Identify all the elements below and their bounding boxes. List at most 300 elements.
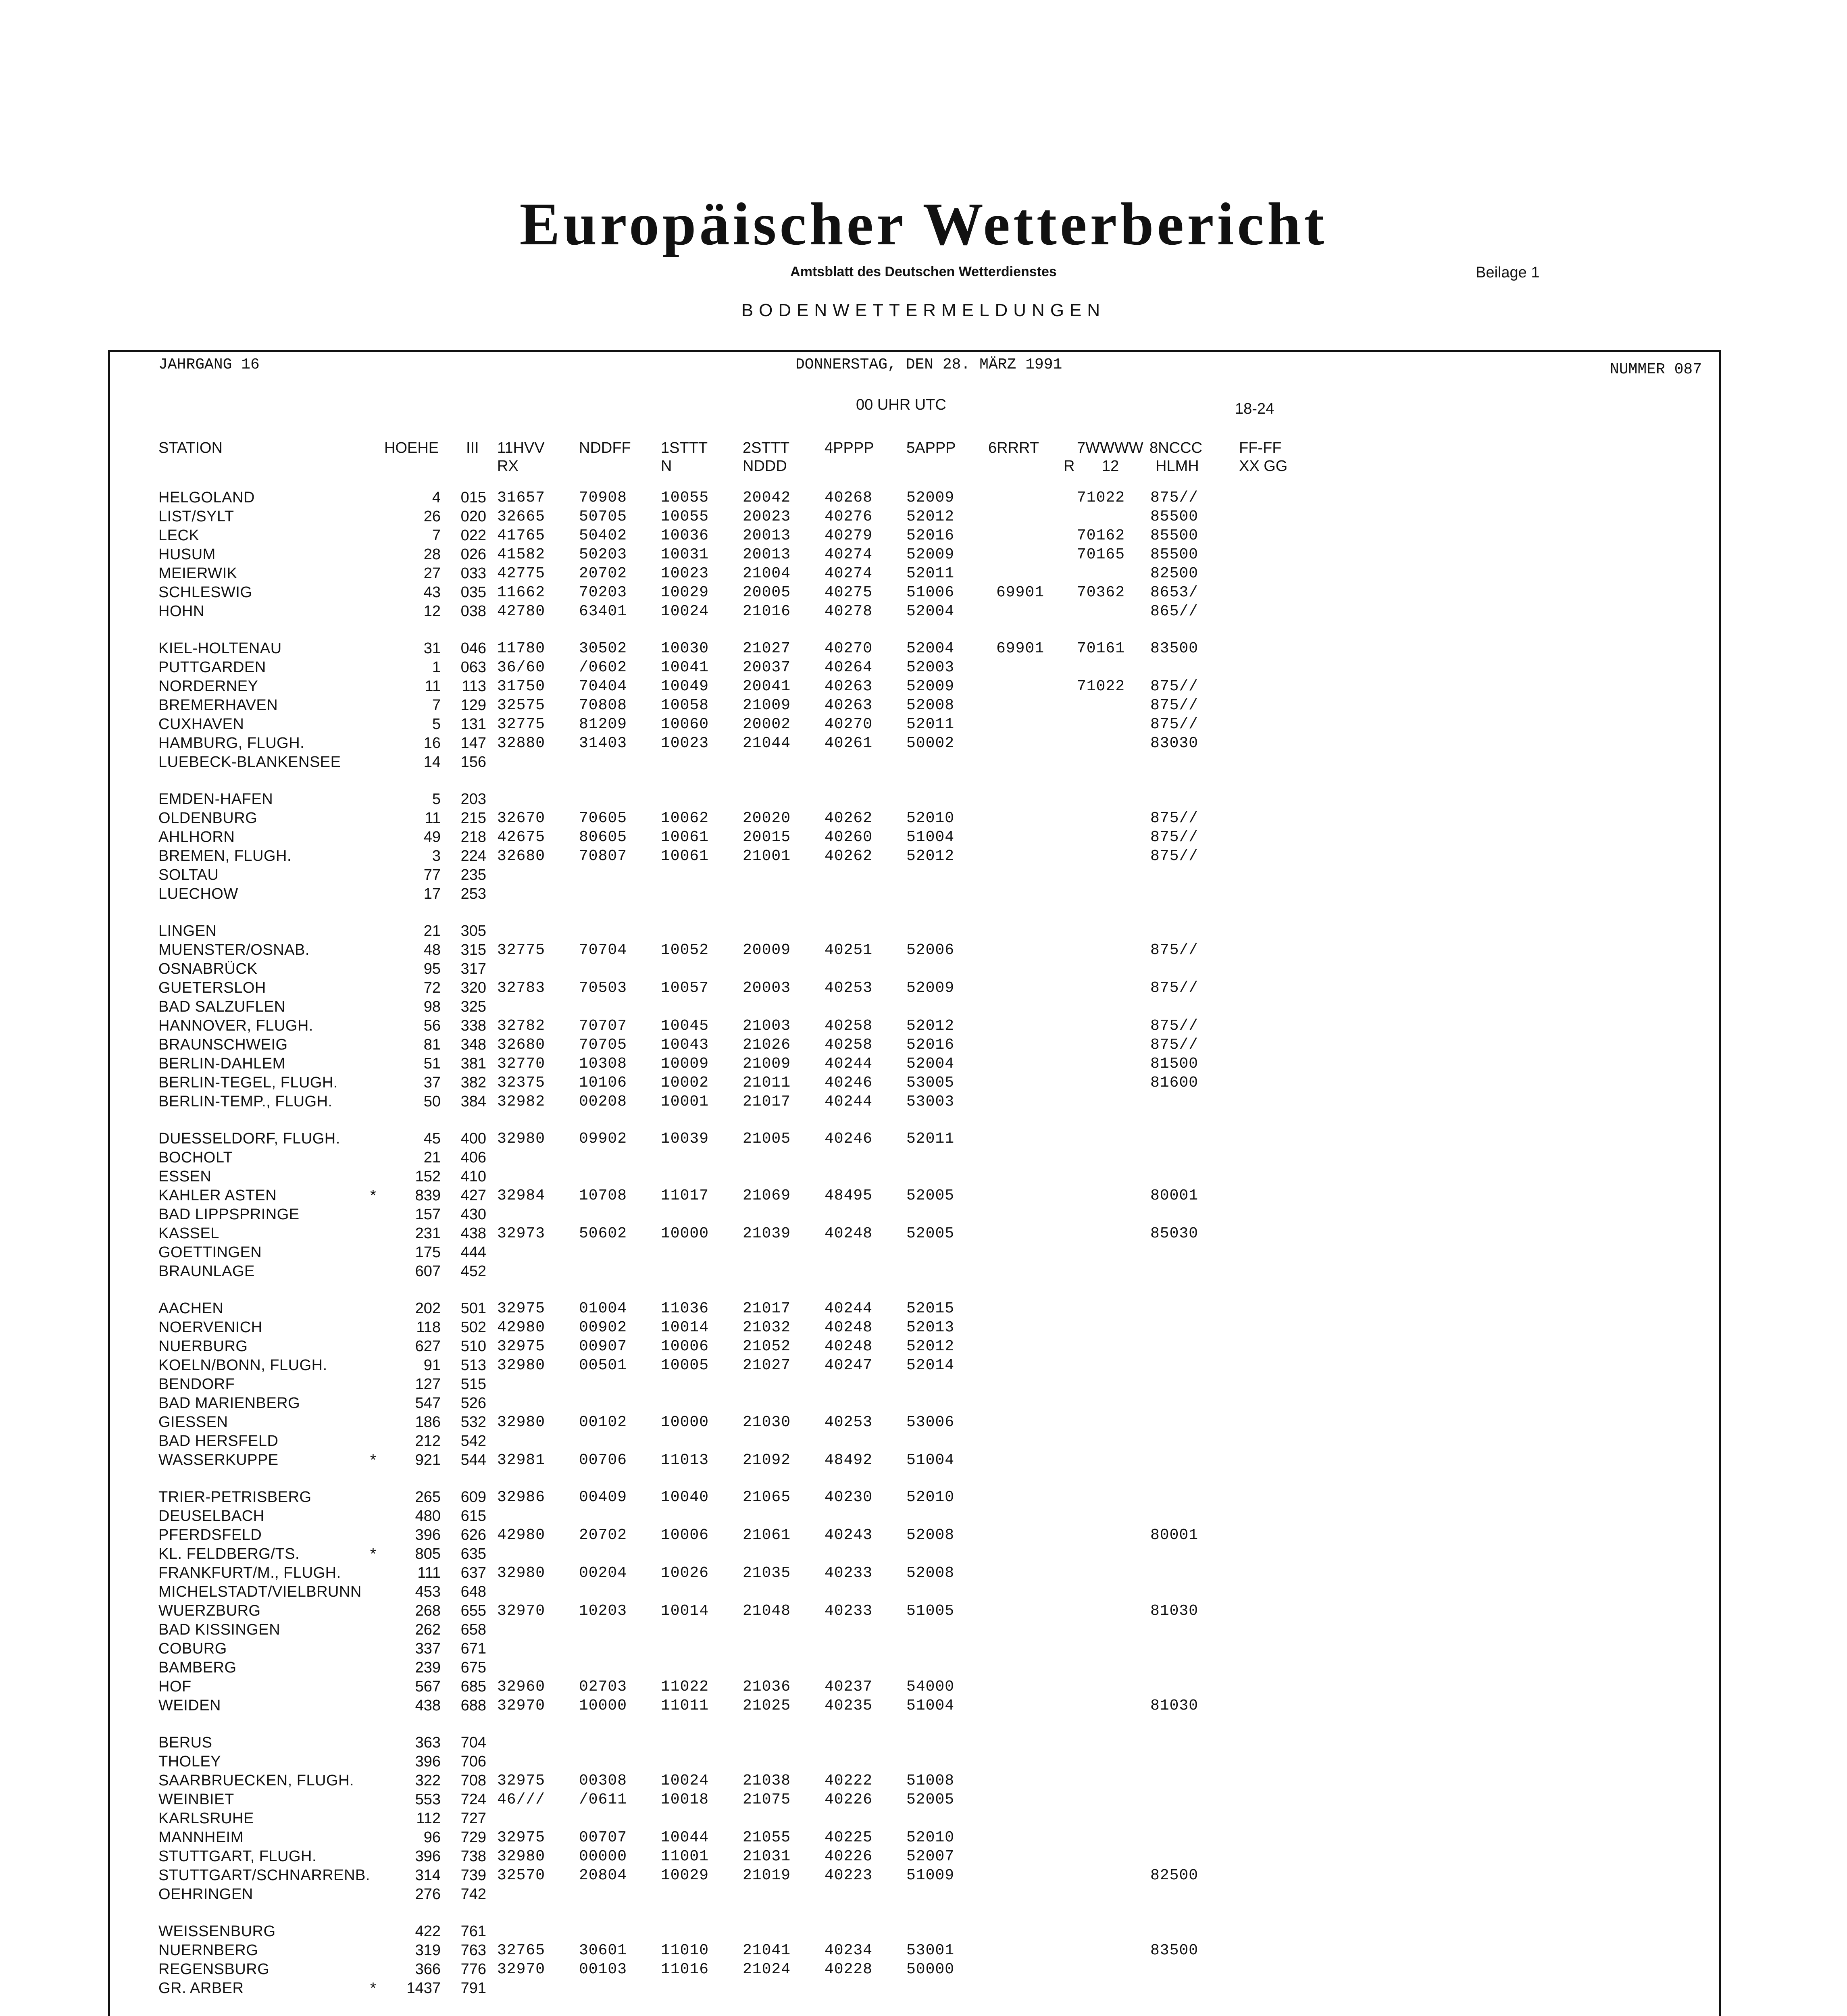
group-5appp: 52008 xyxy=(906,1527,955,1544)
station-row xyxy=(110,1621,1723,1640)
station-name: LIST/SYLT xyxy=(158,508,234,525)
mountain-marker: * xyxy=(370,1452,376,1468)
group-2sttt: 21030 xyxy=(743,1414,791,1431)
station-name: BERUS xyxy=(158,1734,212,1751)
station-name: KAHLER ASTEN xyxy=(158,1187,277,1204)
group-2sttt: 21032 xyxy=(743,1319,791,1336)
group-nddff: 10708 xyxy=(579,1187,627,1204)
station-id: 305 xyxy=(460,923,486,939)
group-11hvv: 32970 xyxy=(497,1961,546,1978)
group-1sttt: 10023 xyxy=(661,565,709,582)
group-nddff: 00707 xyxy=(579,1829,627,1846)
group-1sttt: 10040 xyxy=(661,1489,709,1506)
station-id: 704 xyxy=(460,1734,486,1751)
group-nddff: 00409 xyxy=(579,1489,627,1506)
mountain-marker: * xyxy=(370,1187,376,1204)
group-5appp: 50000 xyxy=(906,1961,955,1978)
group-2sttt: 21027 xyxy=(743,640,791,657)
station-row xyxy=(110,1545,1723,1564)
group-8nccc: 85030 xyxy=(1150,1225,1199,1242)
report-table-frame xyxy=(108,350,1721,2016)
group-1sttt: 10061 xyxy=(661,848,709,865)
station-height: 157 xyxy=(415,1206,441,1223)
station-row xyxy=(110,1923,1723,1942)
group-4pppp: 40222 xyxy=(825,1772,873,1789)
station-row xyxy=(110,1433,1723,1452)
group-2sttt: 21036 xyxy=(743,1678,791,1695)
group-11hvv: 32975 xyxy=(497,1300,546,1317)
station-row xyxy=(110,979,1723,998)
group-8nccc: 875// xyxy=(1150,979,1199,997)
station-height: 396 xyxy=(415,1527,441,1543)
group-8nccc: 875// xyxy=(1150,716,1199,733)
station-row xyxy=(110,1697,1723,1716)
station-name: BAD SALZUFLEN xyxy=(158,998,285,1015)
group-11hvv: 32770 xyxy=(497,1055,546,1073)
group-8nccc: 85500 xyxy=(1150,508,1199,525)
station-id: 235 xyxy=(460,866,486,883)
station-height: 567 xyxy=(415,1678,441,1695)
group-2sttt: 21031 xyxy=(743,1848,791,1865)
col-12: 12 xyxy=(1102,458,1119,475)
station-height: 322 xyxy=(415,1772,441,1789)
station-row xyxy=(110,1093,1723,1112)
station-name: BOCHOLT xyxy=(158,1149,233,1166)
group-nddff: 20804 xyxy=(579,1867,627,1884)
station-id: 218 xyxy=(460,829,486,846)
group-4pppp: 40260 xyxy=(825,829,873,846)
station-row xyxy=(110,923,1723,941)
group-4pppp: 40248 xyxy=(825,1319,873,1336)
group-4pppp: 40258 xyxy=(825,1017,873,1035)
station-height: 480 xyxy=(415,1508,441,1524)
group-1sttt: 10041 xyxy=(661,659,709,676)
station-name: PUTTGARDEN xyxy=(158,659,266,676)
station-height: 5 xyxy=(432,791,441,808)
station-name: LUECHOW xyxy=(158,885,238,902)
group-5appp: 52007 xyxy=(906,1848,955,1865)
group-nddff: 50402 xyxy=(579,527,627,544)
station-id: 253 xyxy=(460,885,486,902)
station-id: 655 xyxy=(460,1602,486,1619)
station-row xyxy=(110,1168,1723,1187)
group-11hvv: 42675 xyxy=(497,829,546,846)
station-id: 325 xyxy=(460,998,486,1015)
group-1sttt: 10058 xyxy=(661,697,709,714)
group-11hvv: 32960 xyxy=(497,1678,546,1695)
station-height: 37 xyxy=(423,1074,441,1091)
station-id: 046 xyxy=(460,640,486,657)
group-nddff: /0602 xyxy=(579,659,627,676)
group-1sttt: 10002 xyxy=(661,1074,709,1091)
station-name: GOETTINGEN xyxy=(158,1244,262,1261)
group-4pppp: 40270 xyxy=(825,716,873,733)
group-11hvv: 32975 xyxy=(497,1338,546,1355)
station-row xyxy=(110,584,1723,603)
group-nddff: 00103 xyxy=(579,1961,627,1978)
group-1sttt: 10029 xyxy=(661,584,709,601)
station-row xyxy=(110,960,1723,979)
station-name: CUXHAVEN xyxy=(158,716,244,733)
station-id: 688 xyxy=(460,1697,486,1714)
group-5appp: 51006 xyxy=(906,584,955,601)
station-height: 14 xyxy=(423,754,441,771)
group-11hvv: 32670 xyxy=(497,810,546,827)
station-id: 348 xyxy=(460,1036,486,1053)
group-1sttt: 10026 xyxy=(661,1564,709,1582)
group-2sttt: 21005 xyxy=(743,1130,791,1148)
group-nddff: 20702 xyxy=(579,565,627,582)
station-id: 729 xyxy=(460,1829,486,1846)
station-height: 627 xyxy=(415,1338,441,1355)
group-2sttt: 20042 xyxy=(743,489,791,506)
group-nddff: 31403 xyxy=(579,735,627,752)
station-height: 11 xyxy=(425,678,441,695)
group-4pppp: 40243 xyxy=(825,1527,873,1544)
group-2sttt: 21044 xyxy=(743,735,791,752)
group-1sttt: 10006 xyxy=(661,1527,709,1544)
group-11hvv: 32970 xyxy=(497,1697,546,1714)
group-5appp: 52012 xyxy=(906,508,955,525)
group-1sttt: 10062 xyxy=(661,810,709,827)
group-2sttt: 20015 xyxy=(743,829,791,846)
station-name: OLDENBURG xyxy=(158,810,258,827)
station-name: KARLSRUHE xyxy=(158,1810,254,1827)
group-7wwww: 70161 xyxy=(1077,640,1125,657)
station-row xyxy=(110,659,1723,678)
station-id: 502 xyxy=(460,1319,486,1336)
group-1sttt: 10055 xyxy=(661,508,709,525)
group-11hvv: 32973 xyxy=(497,1225,546,1242)
time-label: 00 UHR UTC xyxy=(856,396,946,413)
station-name: MEIERWIK xyxy=(158,565,237,582)
station-height: 77 xyxy=(423,866,441,883)
station-id: 526 xyxy=(460,1395,486,1412)
group-4pppp: 40226 xyxy=(825,1848,873,1865)
station-id: 038 xyxy=(460,603,486,620)
station-id: 452 xyxy=(460,1263,486,1280)
station-height: 28 xyxy=(423,546,441,563)
group-11hvv: 32981 xyxy=(497,1452,546,1469)
station-row xyxy=(110,1583,1723,1602)
station-row xyxy=(110,1130,1723,1149)
col-nddd: NDDD xyxy=(743,458,787,475)
station-name: BRAUNLAGE xyxy=(158,1263,255,1280)
group-5appp: 52011 xyxy=(906,716,955,733)
station-id: 515 xyxy=(460,1376,486,1393)
group-nddff: 10106 xyxy=(579,1074,627,1091)
group-4pppp: 48492 xyxy=(825,1452,873,1469)
station-height: 48 xyxy=(423,941,441,958)
station-height: 268 xyxy=(415,1602,441,1619)
group-11hvv: 32980 xyxy=(497,1130,546,1148)
station-name: LUEBECK-BLANKENSEE xyxy=(158,754,341,771)
station-id: 738 xyxy=(460,1848,486,1865)
station-name: STUTTGART, FLUGH. xyxy=(158,1848,317,1865)
station-height: 11 xyxy=(425,810,441,827)
station-name: TRIER-PETRISBERG xyxy=(158,1489,312,1506)
station-name: WEISSENBURG xyxy=(158,1923,276,1940)
station-name: DUESSELDORF, FLUGH. xyxy=(158,1130,340,1147)
group-nddff: 70605 xyxy=(579,810,627,827)
group-1sttt: 10036 xyxy=(661,527,709,544)
group-2sttt: 21026 xyxy=(743,1036,791,1054)
station-row xyxy=(110,1074,1723,1093)
group-7wwww: 70162 xyxy=(1077,527,1125,544)
station-height: 366 xyxy=(415,1961,441,1978)
group-4pppp: 40279 xyxy=(825,527,873,544)
group-2sttt: 21048 xyxy=(743,1602,791,1620)
station-row xyxy=(110,1319,1723,1338)
station-height: 98 xyxy=(423,998,441,1015)
station-height: 12 xyxy=(423,603,441,620)
station-row xyxy=(110,1527,1723,1545)
group-nddff: 10308 xyxy=(579,1055,627,1073)
group-5appp: 52016 xyxy=(906,1036,955,1054)
group-4pppp: 40276 xyxy=(825,508,873,525)
station-row xyxy=(110,998,1723,1017)
group-2sttt: 21052 xyxy=(743,1338,791,1355)
group-5appp: 51004 xyxy=(906,829,955,846)
group-8nccc: 81030 xyxy=(1150,1697,1199,1714)
group-4pppp: 48495 xyxy=(825,1187,873,1204)
group-6rrrt: 69901 xyxy=(996,584,1045,601)
group-4pppp: 40247 xyxy=(825,1357,873,1374)
station-name: WEIDEN xyxy=(158,1697,221,1714)
group-8nccc: 875// xyxy=(1150,678,1199,695)
col-11hvv: 11HVV xyxy=(497,439,545,456)
station-row xyxy=(110,1338,1723,1357)
group-4pppp: 40278 xyxy=(825,603,873,620)
group-4pppp: 40235 xyxy=(825,1697,873,1714)
station-id: 444 xyxy=(460,1244,486,1261)
station-row xyxy=(110,1489,1723,1508)
group-7wwww: 70165 xyxy=(1077,546,1125,563)
group-11hvv: 32665 xyxy=(497,508,546,525)
station-row xyxy=(110,1452,1723,1470)
report-subtitle: Amtsblatt des Deutschen Wetterdienstes xyxy=(790,264,1057,279)
group-8nccc: 875// xyxy=(1150,489,1199,506)
group-11hvv: 32783 xyxy=(497,979,546,997)
group-8nccc: 865// xyxy=(1150,603,1199,620)
group-2sttt: 21024 xyxy=(743,1961,791,1978)
station-name: HELGOLAND xyxy=(158,489,255,506)
station-id: 338 xyxy=(460,1017,486,1034)
group-1sttt: 11022 xyxy=(661,1678,709,1695)
group-8nccc: 8653/ xyxy=(1150,584,1199,601)
station-id: 544 xyxy=(460,1452,486,1468)
group-7wwww: 71022 xyxy=(1077,678,1125,695)
station-id: 763 xyxy=(460,1942,486,1959)
station-height: 118 xyxy=(416,1319,441,1336)
group-5appp: 52008 xyxy=(906,697,955,714)
station-row xyxy=(110,1225,1723,1244)
station-name: HOHN xyxy=(158,603,204,620)
station-id: 129 xyxy=(460,697,486,714)
group-4pppp: 40248 xyxy=(825,1225,873,1242)
group-4pppp: 40264 xyxy=(825,659,873,676)
group-11hvv: 32984 xyxy=(497,1187,546,1204)
station-row xyxy=(110,754,1723,773)
station-row xyxy=(110,866,1723,885)
station-id: 609 xyxy=(460,1489,486,1506)
group-2sttt: 21055 xyxy=(743,1829,791,1846)
group-4pppp: 40230 xyxy=(825,1489,873,1506)
group-4pppp: 40274 xyxy=(825,565,873,582)
station-name: BAMBERG xyxy=(158,1659,237,1676)
group-2sttt: 21061 xyxy=(743,1527,791,1544)
station-row xyxy=(110,1300,1723,1319)
group-11hvv: 32970 xyxy=(497,1602,546,1620)
group-1sttt: 11001 xyxy=(661,1848,709,1865)
station-row xyxy=(110,941,1723,960)
station-row xyxy=(110,1980,1723,1999)
station-name: KOELN/BONN, FLUGH. xyxy=(158,1357,327,1374)
station-height: 4 xyxy=(432,489,441,506)
group-4pppp: 40237 xyxy=(825,1678,873,1695)
station-row xyxy=(110,1187,1723,1206)
group-8nccc: 875// xyxy=(1150,848,1199,865)
station-row xyxy=(110,678,1723,697)
station-id: 513 xyxy=(460,1357,486,1374)
group-2sttt: 21003 xyxy=(743,1017,791,1035)
station-name: HANNOVER, FLUGH. xyxy=(158,1017,313,1034)
station-id: 215 xyxy=(460,810,486,827)
col-5appp: 5APPP xyxy=(906,439,956,456)
group-8nccc: 875// xyxy=(1150,697,1199,714)
col-8nccc: 8NCCC xyxy=(1149,439,1202,456)
station-name: EMDEN-HAFEN xyxy=(158,791,273,808)
group-4pppp: 40244 xyxy=(825,1055,873,1073)
station-height: 95 xyxy=(423,960,441,977)
station-id: 430 xyxy=(460,1206,486,1223)
station-row xyxy=(110,1036,1723,1055)
group-4pppp: 40226 xyxy=(825,1791,873,1808)
station-row xyxy=(110,716,1723,735)
station-row xyxy=(110,1678,1723,1697)
station-height: 396 xyxy=(415,1848,441,1865)
station-height: 72 xyxy=(423,979,441,996)
station-id: 615 xyxy=(460,1508,486,1524)
station-height: 186 xyxy=(415,1414,441,1431)
group-2sttt: 21069 xyxy=(743,1187,791,1204)
group-4pppp: 40253 xyxy=(825,1414,873,1431)
group-5appp: 52003 xyxy=(906,659,955,676)
station-height: 21 xyxy=(423,1149,441,1166)
group-6rrrt: 69901 xyxy=(996,640,1045,657)
group-2sttt: 21016 xyxy=(743,603,791,620)
station-name: WEINBIET xyxy=(158,1791,234,1808)
station-name: HOF xyxy=(158,1678,192,1695)
group-1sttt: 11010 xyxy=(661,1942,709,1959)
station-id: 501 xyxy=(460,1300,486,1317)
station-name: THOLEY xyxy=(158,1753,221,1770)
station-row xyxy=(110,735,1723,754)
station-row xyxy=(110,527,1723,546)
station-id: 033 xyxy=(460,565,486,582)
group-2sttt: 21092 xyxy=(743,1452,791,1469)
col-hlmh: HLMH xyxy=(1156,458,1199,475)
col-station: STATION xyxy=(158,439,223,456)
station-height: 839 xyxy=(415,1187,441,1204)
station-id: 626 xyxy=(460,1527,486,1543)
group-nddff: 70705 xyxy=(579,1036,627,1054)
group-5appp: 52008 xyxy=(906,1564,955,1582)
station-height: 7 xyxy=(432,527,441,544)
station-id: 427 xyxy=(460,1187,486,1204)
group-1sttt: 10023 xyxy=(661,735,709,752)
group-nddff: 70203 xyxy=(579,584,627,601)
group-1sttt: 10031 xyxy=(661,546,709,563)
station-row xyxy=(110,1149,1723,1168)
group-2sttt: 21017 xyxy=(743,1093,791,1110)
group-1sttt: 10045 xyxy=(661,1017,709,1035)
group-5appp: 52009 xyxy=(906,979,955,997)
group-4pppp: 40268 xyxy=(825,489,873,506)
group-5appp: 52010 xyxy=(906,1489,955,1506)
group-1sttt: 10009 xyxy=(661,1055,709,1073)
station-row xyxy=(110,1886,1723,1905)
station-name: NOERVENICH xyxy=(158,1319,262,1336)
station-id: 400 xyxy=(460,1130,486,1147)
group-5appp: 52009 xyxy=(906,546,955,563)
station-name: FRANKFURT/M., FLUGH. xyxy=(158,1564,341,1581)
group-nddff: 10203 xyxy=(579,1602,627,1620)
group-5appp: 52004 xyxy=(906,603,955,620)
station-id: 015 xyxy=(460,489,486,506)
group-2sttt: 21038 xyxy=(743,1772,791,1789)
station-height: 363 xyxy=(415,1734,441,1751)
group-5appp: 51005 xyxy=(906,1602,955,1620)
col-ff-ff: FF-FF xyxy=(1239,439,1282,456)
station-name: BAD MARIENBERG xyxy=(158,1395,300,1412)
group-2sttt: 21009 xyxy=(743,697,791,714)
station-id: 406 xyxy=(460,1149,486,1166)
station-height: 112 xyxy=(416,1810,441,1827)
report-title: Europäischer Wetterbericht xyxy=(519,191,1328,258)
station-row xyxy=(110,603,1723,622)
station-name: REGENSBURG xyxy=(158,1961,270,1978)
group-nddff: 00902 xyxy=(579,1319,627,1336)
station-id: 727 xyxy=(460,1810,486,1827)
station-height: 422 xyxy=(415,1923,441,1940)
group-8nccc: 83500 xyxy=(1150,1942,1199,1959)
group-4pppp: 40223 xyxy=(825,1867,873,1884)
station-name: WASSERKUPPE xyxy=(158,1452,279,1468)
group-1sttt: 10014 xyxy=(661,1602,709,1620)
station-row xyxy=(110,1508,1723,1527)
group-11hvv: 32975 xyxy=(497,1829,546,1846)
group-2sttt: 21017 xyxy=(743,1300,791,1317)
station-row xyxy=(110,791,1723,810)
station-name: KASSEL xyxy=(158,1225,219,1242)
group-nddff: 01004 xyxy=(579,1300,627,1317)
station-name: GIESSEN xyxy=(158,1414,228,1431)
group-11hvv: 32775 xyxy=(497,716,546,733)
group-5appp: 52005 xyxy=(906,1225,955,1242)
group-1sttt: 11017 xyxy=(661,1187,709,1204)
group-8nccc: 81500 xyxy=(1150,1055,1199,1073)
station-row xyxy=(110,1602,1723,1621)
station-id: 315 xyxy=(460,941,486,958)
col-7wwww: 7WWWW xyxy=(1077,439,1143,456)
group-1sttt: 10001 xyxy=(661,1093,709,1110)
station-row xyxy=(110,1206,1723,1225)
station-height: 319 xyxy=(415,1942,441,1959)
group-2sttt: 21065 xyxy=(743,1489,791,1506)
station-height: 16 xyxy=(423,735,441,752)
group-5appp: 53005 xyxy=(906,1074,955,1091)
